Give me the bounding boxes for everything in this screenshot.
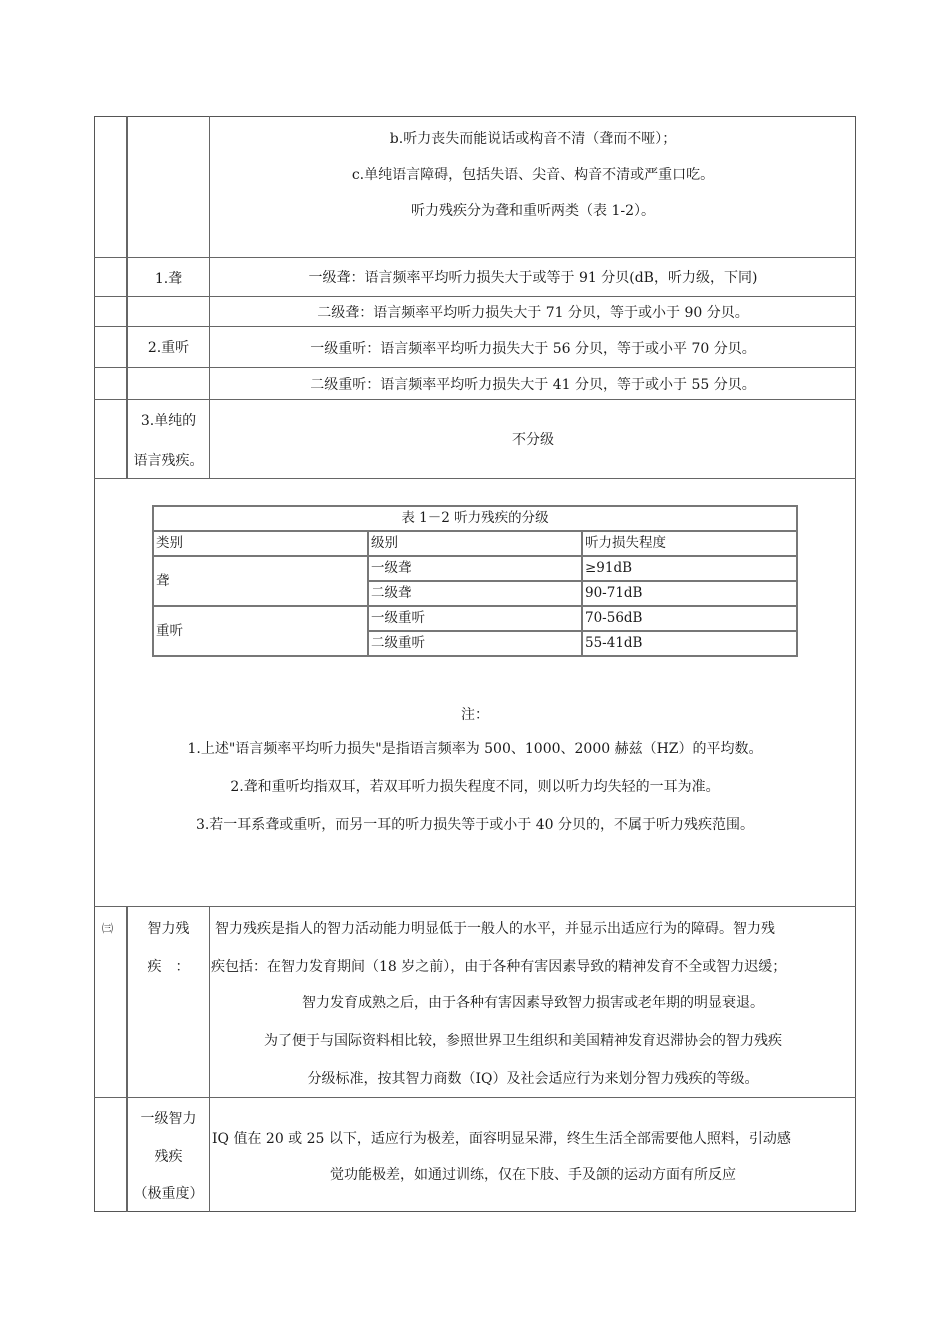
table-row	[153, 606, 797, 631]
intellectual-paragraph: 智力残疾是指人的智力活动能力明显低于一般人的水平，并显示出适应行为的障碍。智力残	[215, 921, 775, 937]
grade-hard-of-hearing-2: 二级重听：语言频率平均听力损失大于 41 分贝，等于或小于 55 分贝。	[310, 377, 756, 393]
grade-speech: 不分级	[512, 432, 554, 448]
level1-description: IQ 值在 20 或 25 以下，适应行为极差，面容明显呆滞，终生生活全部需要他人照料，引动感	[212, 1131, 791, 1147]
category-hard-of-hearing: 2.重听	[147, 340, 190, 356]
level1-label: 残疾	[154, 1149, 183, 1165]
table-cell: 二级重听	[368, 631, 582, 656]
hearing-grade-table	[152, 505, 798, 657]
table-cell: 二级聋	[368, 581, 582, 606]
grade-deaf-1: 一级聋：语言频率平均听力损失大于或等于 91 分贝(dB，听力级，下同)	[308, 270, 758, 286]
table-cell: 70-56dB	[582, 606, 797, 631]
table-header: 级别	[368, 531, 582, 556]
table-cell-category: 重听	[153, 606, 368, 656]
table-cell: ≥91dB	[582, 556, 797, 581]
intellectual-paragraph: 疾包括：在智力发育期间（18 岁之前），由于各种有害因素导致的精神发育不全或智力迟缓；	[211, 959, 787, 975]
category-deaf: 1.聋	[154, 271, 183, 287]
notes-title: 注：	[461, 707, 489, 723]
category-speech: 语言残疾。	[133, 453, 204, 469]
table-header: 类别	[153, 531, 368, 556]
table-row	[153, 556, 797, 581]
grade-hard-of-hearing-1: 一级重听：语言频率平均听力损失大于 56 分贝，等于或小平 70 分贝。	[310, 341, 756, 357]
note-item: 3.若一耳系聋或重听，而另一耳的听力损失等于或小于 40 分贝的，不属于听力残疾范围。	[195, 817, 755, 833]
intellectual-paragraph: 智力发育成熟之后，由于各种有害因素导致智力损害或老年期的明显衰退。	[302, 995, 764, 1011]
table-cell-category: 聋	[153, 556, 368, 606]
table-cell: 90-71dB	[582, 581, 797, 606]
table-cell: 一级重听	[368, 606, 582, 631]
level1-label: 一级智力	[140, 1111, 197, 1127]
intellectual-label: 疾 ：	[147, 959, 190, 975]
row-divider	[94, 478, 856, 479]
note-item: 2.聋和重听均指双耳，若双耳听力损失程度不同，则以听力均失轻的一耳为准。	[230, 779, 720, 795]
intellectual-label: 智力残	[147, 921, 190, 937]
table-cell: 55-41dB	[582, 631, 797, 656]
table-cell: 一级聋	[368, 556, 582, 581]
note-item: 1.上述"语言频率平均听力损失"是指语言频率为 500、1000、2000 赫兹（HZ）的平均数。	[187, 741, 763, 757]
grade-deaf-2: 二级聋：语言频率平均听力损失大于 71 分贝，等于或小于 90 分贝。	[317, 305, 749, 321]
table-header: 听力损失程度	[582, 531, 797, 556]
level1-description: 觉功能极差，如通过训练，仅在下肢、手及颌的运动方面有所反应	[330, 1167, 736, 1183]
level1-label: （极重度）	[133, 1186, 204, 1202]
intro-line: b.听力丧失而能说话或构音不清（聋而不哑）；	[389, 131, 677, 147]
intro-line: c.单纯语言障碍，包括失语、尖音、构音不清或严重口吃。	[351, 167, 715, 183]
table-caption: 表 1－2 听力残疾的分级	[153, 506, 797, 531]
section-marker: ㈢	[102, 922, 113, 935]
category-speech: 3.单纯的	[140, 413, 197, 429]
intellectual-paragraph: 分级标准，按其智力商数（IQ）及社会适应行为来划分智力残疾的等级。	[307, 1071, 759, 1087]
intro-line: 听力残疾分为聋和重听两类（表 1-2）。	[411, 203, 655, 219]
intellectual-paragraph: 为了便于与国际资料相比较，参照世界卫生组织和美国精神发育迟滞协会的智力残疾	[264, 1033, 782, 1049]
